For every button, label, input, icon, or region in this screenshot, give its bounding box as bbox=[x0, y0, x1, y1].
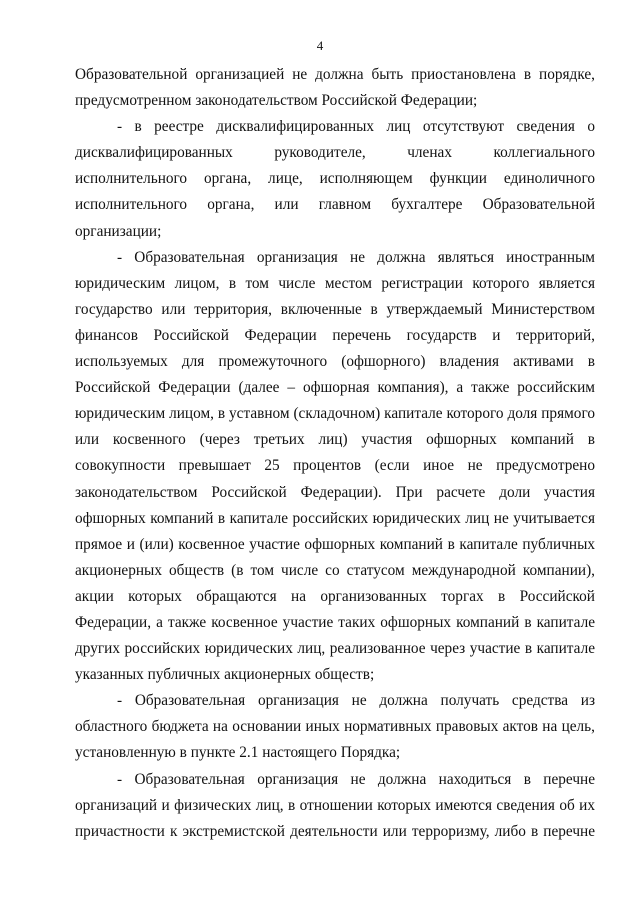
page-number: 4 bbox=[316, 38, 324, 53]
document-body bbox=[75, 62, 595, 845]
paragraph-disqualified-registry: - в реестре дисквалифицированных лиц отсутствуют сведения о дисквалифицированных руководителе, членах коллегиального исполнительного органа, лице, исполняющем функции единоличного исполнительного органа, или главном бухгалтере Образовательной организации; bbox=[75, 118, 595, 240]
paragraph-regional-budget: - Образовательная организация не должна получать средства из областного бюджета на основании иных нормативных правовых актов на цель, установленную в пункте 2.1 настоящего Порядка; bbox=[75, 692, 595, 762]
paragraph-extremism-list: - Образовательная организация не должна находиться в перечне организаций и физических лиц, в отношении которых имеются сведения об их причастности к экстремистской деятельности или терроризму, либо в перечне bbox=[75, 770, 595, 840]
paragraph-offshore-company: - Образовательная организация не должна являться иностранным юридическим лицом, в том числе местом регистрации которого является государство или территория, включенные в утверждаемый Министерством финансов Российской Федерации перечень государств и территорий, используемых для промежуточного (офшорного) владения активами в Российской Федерации (далее – офшорная компания), а также российским юридическим лицом, в уставном (складочном) капитале которого доля прямого или косвенного (через третьих лиц) участия офшорных компаний в совокупности превышает 25 процентов (если иное не предусмотрено законодательством Российской Федерации). При расчете доли участия офшорных компаний в капитале российских юридических лиц не учитывается прямое и (или) косвенное участие офшорных компаний в капитале публичных акционерных обществ (в том числе со статусом международной компании), акции которых обращаются на организованных торгах в Российской Федерации, а также косвенное участие таких офшорных компаний в капитале других российских юридических лиц, реализованное через участие в капитале указанных публичных акционерных обществ; bbox=[75, 248, 595, 684]
paragraph-continuation: Образовательной организацией не должна быть приостановлена в порядке, предусмотренном законодательством Российской Федерации; bbox=[75, 66, 595, 110]
